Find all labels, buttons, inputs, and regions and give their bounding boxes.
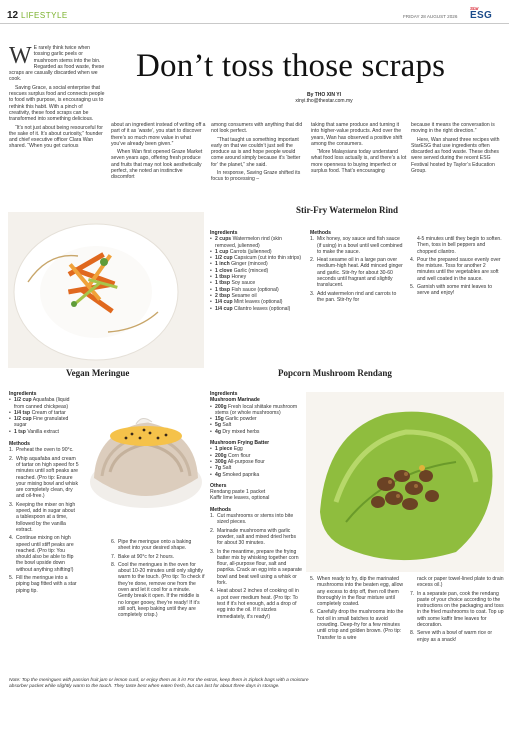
ingredients-heading: Ingredients xyxy=(210,391,238,397)
intro-paragraph: “More Malaysians today understand what food loss actually is, and there’s a lot more openness to buying imperfect or surplus food. That’s encouraging xyxy=(311,149,407,175)
batter-heading: Mushroom Frying Batter xyxy=(210,440,270,447)
watermelon-methods-col-2 xyxy=(410,236,504,299)
issue-date: FRIDAY 28 AUGUST 2026 xyxy=(403,14,458,19)
intro-column-2 xyxy=(111,122,207,183)
ingredient-item: • 1/4 cup Mint leaves (optional) xyxy=(210,299,304,305)
section-label: LIFESTYLE xyxy=(21,11,68,20)
method-steps xyxy=(310,576,404,641)
method-step: 4. Continue mixing on high speed until stiff peaks are reached. (Pro tip: You should also be able to flip the bowl upside down without anything shifting!) xyxy=(9,535,74,573)
ingredient-item: • 1 tbsp Honey xyxy=(210,274,304,280)
author-email: xinyi.tho@thestar.com.my xyxy=(295,98,353,104)
method-step: 6. Pipe the meringue onto a baking sheet into your desired shape. xyxy=(111,539,192,552)
meringue-ingredients xyxy=(9,391,79,596)
intro-paragraph: In response, Saving Graze shifted its focus to processing – xyxy=(211,170,301,183)
drop-cap: W xyxy=(9,43,32,69)
ingredient-item: • 1/4 tsp Cream of tartar xyxy=(9,410,79,416)
logo-esg-text: ESG xyxy=(470,10,493,21)
intro-column-4 xyxy=(311,122,407,176)
ingredient-item: • 1 inch Ginger (minced) xyxy=(210,261,304,267)
batter-list xyxy=(210,446,302,477)
ingredients-heading: Ingredients xyxy=(210,230,238,236)
intro-paragraph: taking that same produce and turning it into higher-value products. And over the years, Wan has observed a positive shift among the consumers. xyxy=(311,122,403,147)
meringue-note: Note: Top the meringues with passion fruit jam or lemon curd, or enjoy them as it is! For the extras, keep them in ziplock bags with a moisture absorber packet while slightly warm to the touch. They taste best when eaten fresh, but can last for about three days in storage. xyxy=(9,678,309,689)
other-item: Kaffir lime leaves, optional xyxy=(210,495,270,502)
method-step: 7. In a separate pan, cook the rendang paste of your choice according to the instructions on the packaging and toss in the fried mushrooms to coat. Top up with some kaffir lime leaves for decoration. xyxy=(410,590,504,629)
article-title: Don’t toss those scraps xyxy=(136,48,446,84)
marinade-list xyxy=(210,404,302,435)
watermelon-stir-fry-photo xyxy=(8,212,204,368)
marinade-heading: Mushroom Marinade xyxy=(210,397,260,404)
ingredient-item: • 1 tsp Vanilla extract xyxy=(9,429,79,435)
method-step: 2. Heat sesame oil in a large pan over medium-high heat. Add minced ginger and garlic. Stir-fry for about 30-60 seconds until fragrant and slightly translucent. xyxy=(310,257,403,289)
meringue-photo xyxy=(80,392,206,538)
method-step: 3. Add watermelon rind and carrots to the pan. Stir-fry for xyxy=(310,290,397,303)
ingredient-item: • 200g Fresh local shiitake mushroom stems (or whole mushrooms) xyxy=(210,404,302,417)
intro-paragraph: E rarely think twice when tossing garlic peels or mushroom stems into the bin. Regarded as food waste, these scraps are casually discarded when we cook. xyxy=(9,45,105,83)
method-step: 6. Carefully drop the mushrooms into the hot oil in small batches to avoid crowding. Deep-fry for a few minutes until crisp and golden brown. (Pro tip: Transfer to a wire xyxy=(310,609,404,641)
method-step: 1. Mix honey, soy sauce and fish sauce (if using) in a bowl until well combined to make the sauce. xyxy=(310,236,403,255)
staresg-logo xyxy=(470,6,504,22)
method-step: rack or paper towel-lined plate to drain excess oil.) xyxy=(417,576,504,589)
method-steps xyxy=(210,513,302,620)
intro-paragraph: When Wan first opened Graze Market seven years ago, offering fresh produce and fruits that may not look aesthetically perfect, she noted an instinctive discomfort xyxy=(111,149,203,181)
ingredient-item: • 1/4 cup Cilantro leaves (optional) xyxy=(210,306,304,312)
intro-paragraph: Here, Wan shared three recipes with StarESG that use ingredients often discarded as food waste. These dishes were served during the recent ESG Festival hosted by Taylor’s Education Group. xyxy=(411,136,500,175)
intro-paragraph: because it means the conversation is moving in the right direction.” xyxy=(411,122,495,135)
ingredient-item: • 1 piece Egg xyxy=(210,446,302,452)
byline xyxy=(284,92,364,104)
page-header xyxy=(0,0,509,24)
ingredient-item: • 7g Salt xyxy=(210,465,302,471)
ingredient-item: • 1/2 cup Aquafaba (liquid from canned chickpeas) xyxy=(9,397,79,410)
rendang-ingredients xyxy=(210,391,302,622)
method-step: 2. Marinade mushrooms with garlic powder, salt and mixed dried herbs for about 30 minutes. xyxy=(210,527,296,547)
method-step: 4. Heat about 2 inches of cooking oil in a pot over medium heat. (Pro tip: To test if it’s hot enough, add a drop of egg into the oil. If it sizzles immediately, it’s ready!) xyxy=(210,588,299,620)
rendang-methods-col-2 xyxy=(310,576,404,643)
others-heading: Others xyxy=(210,482,227,489)
ingredient-item: • 15g Garlic powder xyxy=(210,416,302,422)
method-step: 5. Fill the meringue into a piping bag fitted with a star piping tip. xyxy=(9,575,77,594)
method-steps xyxy=(310,236,404,303)
intro-paragraph: about an ingredient instead of writing off a part of it as ‘waste’, you start to discover there’s so much more value in what you’ve already been given.” xyxy=(111,122,206,147)
method-step: 4-5 minutes until they begin to soften. Then, toss in bell peppers and chopped cilantro. xyxy=(417,236,502,255)
method-step: 7. Bake at 90°c for 2 hours. xyxy=(111,553,175,560)
method-step: 8. Cool the meringues in the oven for about 10-20 minutes until only slightly warm to the touch. (Pro tip: To check if they’re done, remove one from the oven and let it cool for a minute. Gently break it open. If the middle is no longer gooey, they’re ready! If it’s still soft, keep baking until they are completely crisp.) xyxy=(111,561,205,619)
method-step: 2. Whip aquafaba and cream of tartar on high speed for 5 minutes until soft peaks are reached. (Pro tip: Ensure your mixing bowl and whisk are completely clean, dry and oil-free.) xyxy=(9,455,79,500)
rendang-recipe-title: Popcorn Mushroom Rendang xyxy=(278,368,392,378)
intro-column-5 xyxy=(411,122,503,176)
intro-column-1 xyxy=(9,45,105,152)
method-step: 3. In the meantime, prepare the frying batter mix by whisking together corn flour, all-purpose flour, salt and paprika. Crack an egg into a separate bowl and beat well using a whisk or fork. xyxy=(210,548,302,587)
ingredient-item: • 5g Salt xyxy=(210,422,302,428)
logo-star-text: Star xyxy=(470,6,479,11)
method-steps xyxy=(410,236,504,297)
meringue-methods-col-2 xyxy=(111,539,205,621)
mushroom-rendang-photo xyxy=(306,392,504,572)
intro-paragraph: “It’s not just about being resourceful for the sake of it. It’s about curiosity,” founder and chief executive officer Clara Wan shared. “When you get curious xyxy=(9,124,103,150)
ingredient-item: • 2 tbsp Sesame oil xyxy=(210,293,304,299)
ingredient-list xyxy=(210,236,304,312)
ingredients-heading: Ingredients xyxy=(9,391,37,397)
ingredient-item: • 4g Dry mixed herbs xyxy=(210,429,302,435)
method-step: 5. When ready to fry, dip the marinated mushrooms into the beaten egg, allow any excess to drip off, then roll them thoroughly in the flour mixture until completely coated. xyxy=(310,576,404,608)
method-steps xyxy=(9,447,79,594)
ingredient-item: • 1 tbsp Soy sauce xyxy=(210,280,304,286)
ingredient-item: • 1/2 cup Capsicum (cut into thin strips) xyxy=(210,255,304,261)
intro-paragraph: “That taught us something important early on that we couldn’t just sell the produce as is and hope people would come around simply because it’s ‘better for’ the planet,” she said. xyxy=(211,136,301,168)
ingredient-item: • 200g Corn flour xyxy=(210,453,302,459)
ingredient-item: • 2 cups Watermelon rind (skin removed, julienned) xyxy=(210,236,304,249)
ingredient-item: • 1/2 cup Fine granulated sugar xyxy=(9,416,79,429)
intro-column-3 xyxy=(211,122,307,185)
watermelon-recipe-title: Stir-Fry Watermelon Rind xyxy=(296,205,398,215)
ingredient-item: • 300g All-purpose flour xyxy=(210,459,302,465)
other-item: Rendang paste 1 packet xyxy=(210,489,266,496)
methods-heading: Methods xyxy=(310,230,331,236)
method-steps xyxy=(410,576,504,643)
methods-heading: Methods xyxy=(9,441,30,448)
method-step: 8. Serve with a bowl of warm rice or enjoy as a snack! xyxy=(410,630,493,643)
meringue-recipe-title: Vegan Meringue xyxy=(66,368,130,378)
method-step: 5. Garnish with some mint leaves to serve and enjoy! xyxy=(410,284,493,297)
method-step: 3. Keeping the mixer on high speed, add in sugar about a tablespoon at a time, followed by the vanilla extract. xyxy=(9,501,76,533)
method-step: 1. Cut mushrooms or stems into bite sized pieces. xyxy=(210,513,294,526)
intro-paragraph: Saving Grace, a social enterprise that rescues surplus food and connects people to food with purpose, is encouraging us to rethink this habit. With a pinch of creativity, these food scraps can be transformed into something delicious. xyxy=(9,84,105,123)
methods-heading: Methods xyxy=(210,506,231,513)
intro-paragraph: among consumers with anything that did not look perfect. xyxy=(211,122,303,135)
rendang-methods-col-3 xyxy=(410,576,504,645)
ingredient-item: • 1 tbsp Fish sauce (optional) xyxy=(210,287,304,293)
ingredient-list xyxy=(9,397,79,435)
watermelon-ingredients xyxy=(210,230,304,312)
ingredient-item: • 1 cup Carrots (julienned) xyxy=(210,249,304,255)
page-number: 12 xyxy=(7,10,19,21)
author-name: By THO XIN YI xyxy=(306,92,342,98)
method-steps xyxy=(111,539,205,619)
ingredient-item: • 4g Smoked paprika xyxy=(210,472,302,478)
method-step: 4. Pour the prepared sauce evenly over the mixture. Toss for another 2 minutes until the vegetables are soft and well coated in the sauce. xyxy=(410,256,501,282)
watermelon-methods-col-1 xyxy=(310,230,404,305)
ingredient-item: • 1 clove Garlic (minced) xyxy=(210,268,304,274)
method-step: 1. Preheat the oven to 90°c. xyxy=(9,447,74,454)
